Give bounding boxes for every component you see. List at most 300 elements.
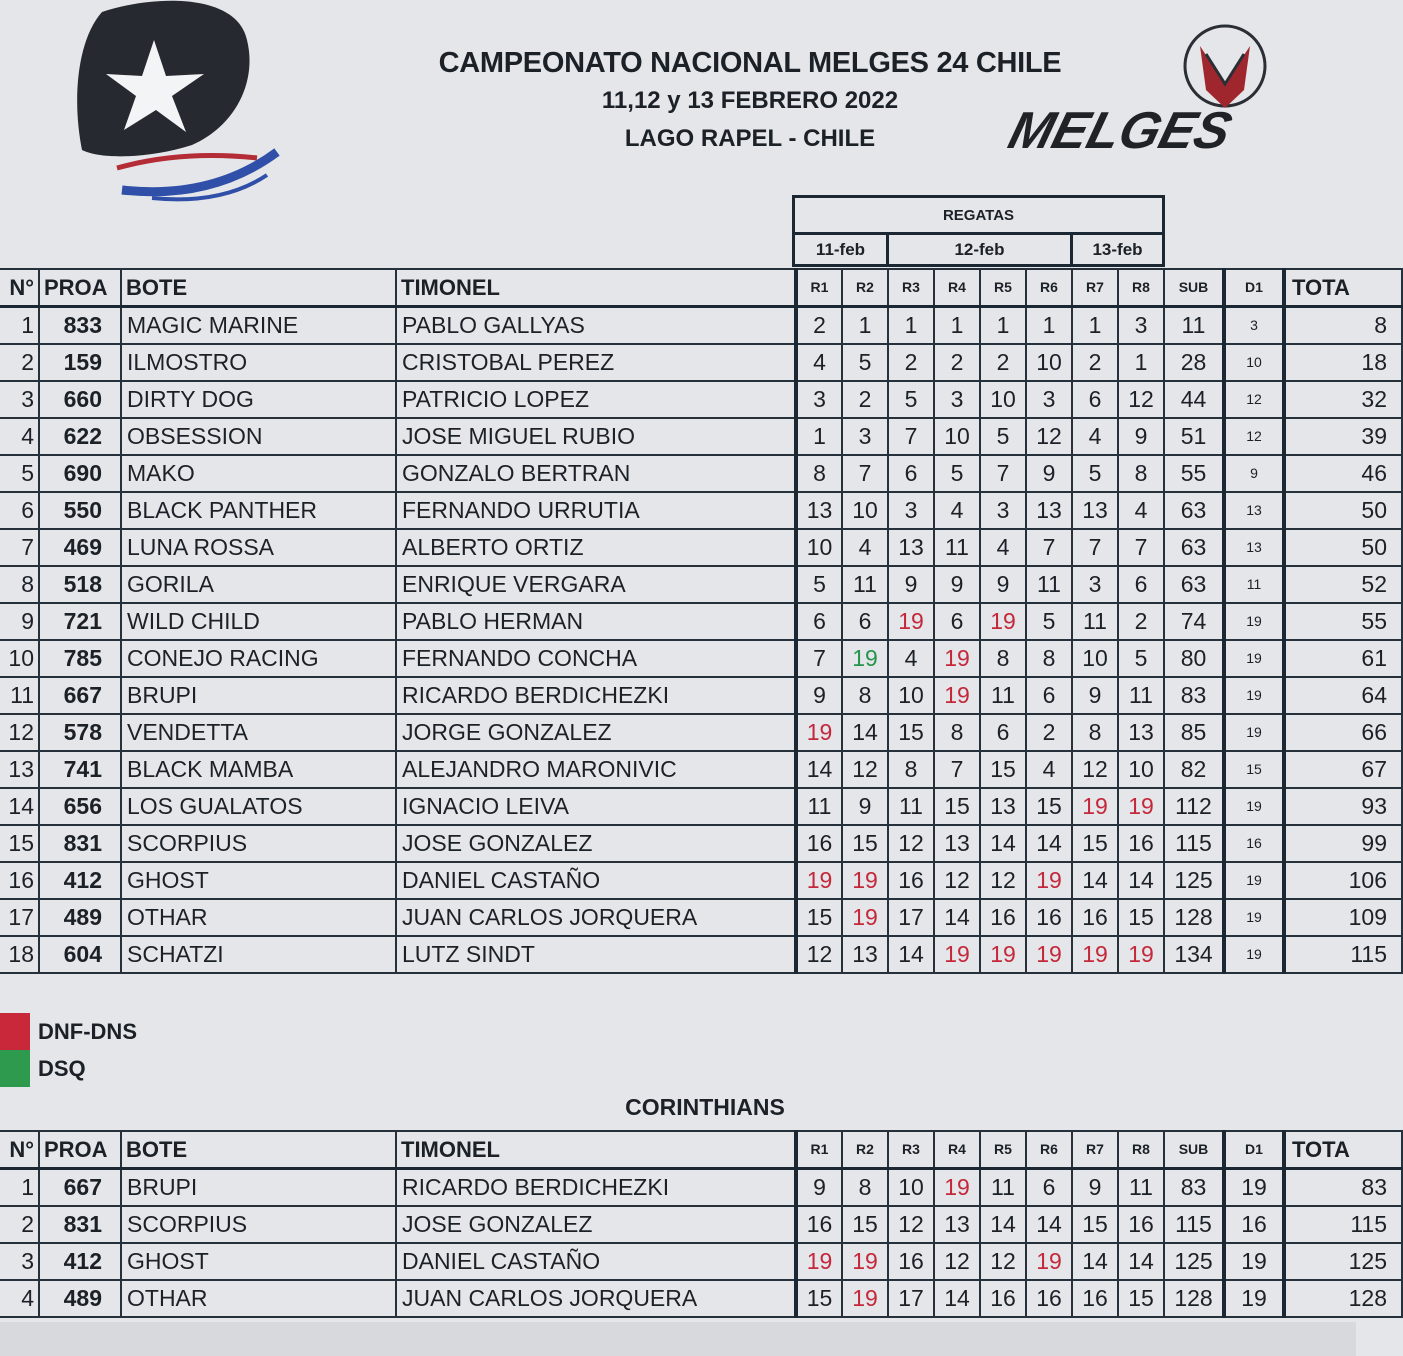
race-score-cell: 14	[980, 825, 1026, 862]
subtotal-cell: 82	[1164, 751, 1224, 788]
col-header: PROA	[39, 269, 121, 307]
table-row	[0, 566, 1402, 603]
race-score-cell: 2	[934, 344, 980, 381]
table-row	[0, 418, 1402, 455]
race-score-cell: 5	[796, 566, 842, 603]
boat-name-cell: BLACK PANTHER	[121, 492, 396, 529]
race-score-cell: 19	[842, 899, 888, 936]
race-score-cell: 9	[1026, 455, 1072, 492]
discard-cell: 11	[1224, 566, 1284, 603]
boat-name-cell: SCORPIUS	[121, 825, 396, 862]
race-score-cell: 16	[1118, 825, 1164, 862]
race-score-cell: 8	[1026, 640, 1072, 677]
race-score-cell: 19	[980, 936, 1026, 973]
helmsman-cell: FERNANDO URRUTIA	[396, 492, 796, 529]
total-cell: 128	[1284, 1280, 1402, 1317]
race-score-cell: 9	[934, 566, 980, 603]
race-score-cell: 10	[796, 529, 842, 566]
discard-cell: 19	[1224, 640, 1284, 677]
race-score-cell: 11	[1072, 603, 1118, 640]
sail-number-cell: 656	[39, 788, 121, 825]
total-cell: 106	[1284, 862, 1402, 899]
race-score-cell: 13	[934, 825, 980, 862]
sail-number-cell: 622	[39, 418, 121, 455]
total-cell: 39	[1284, 418, 1402, 455]
discard-cell: 19	[1224, 788, 1284, 825]
race-score-cell: 15	[980, 751, 1026, 788]
race-score-cell: 9	[1072, 1169, 1118, 1207]
race-score-cell: 14	[888, 936, 934, 973]
race-score-cell: 12	[980, 1243, 1026, 1280]
race-score-cell: 8	[888, 751, 934, 788]
race-score-cell: 19	[934, 1169, 980, 1207]
race-score-cell: 14	[842, 714, 888, 751]
race-score-cell: 1	[1072, 307, 1118, 345]
race-score-cell: 10	[1072, 640, 1118, 677]
race-score-cell: 19	[1026, 936, 1072, 973]
race-score-cell: 2	[1072, 344, 1118, 381]
race-score-cell: 15	[934, 788, 980, 825]
boat-name-cell: SCHATZI	[121, 936, 396, 973]
discard-cell: 13	[1224, 529, 1284, 566]
event-dates: 11,12 y 13 FEBRERO 2022	[601, 87, 899, 114]
race-score-cell: 15	[842, 1206, 888, 1243]
subtotal-cell: 115	[1164, 825, 1224, 862]
sail-number-cell: 518	[39, 566, 121, 603]
position-cell: 15	[0, 825, 39, 862]
sail-number-cell: 785	[39, 640, 121, 677]
race-score-cell: 6	[888, 455, 934, 492]
race-score-cell: 10	[1026, 344, 1072, 381]
race-score-cell: 9	[796, 677, 842, 714]
table-row	[0, 1243, 1402, 1280]
subtotal-cell: 134	[1164, 936, 1224, 973]
table-row	[0, 455, 1402, 492]
sail-number-cell: 721	[39, 603, 121, 640]
race-score-cell: 2	[980, 344, 1026, 381]
race-score-cell: 19	[796, 714, 842, 751]
race-score-cell: 12	[796, 936, 842, 973]
race-score-cell: 7	[1026, 529, 1072, 566]
col-header: R2	[842, 269, 888, 307]
table-row	[0, 825, 1402, 862]
race-score-cell: 14	[1026, 1206, 1072, 1243]
race-score-cell: 12	[1118, 381, 1164, 418]
col-header: R7	[1072, 1131, 1118, 1169]
subtotal-cell: 80	[1164, 640, 1224, 677]
boat-name-cell: BRUPI	[121, 677, 396, 714]
discard-cell: 19	[1224, 862, 1284, 899]
col-header: R4	[934, 1131, 980, 1169]
boat-name-cell: SCORPIUS	[121, 1206, 396, 1243]
race-score-cell: 3	[1072, 566, 1118, 603]
race-score-cell: 16	[1026, 1280, 1072, 1317]
race-score-cell: 4	[1072, 418, 1118, 455]
race-score-cell: 5	[888, 381, 934, 418]
helmsman-cell: IGNACIO LEIVA	[396, 788, 796, 825]
subtotal-cell: 44	[1164, 381, 1224, 418]
col-header: TIMONEL	[396, 1131, 796, 1169]
race-score-cell: 6	[796, 603, 842, 640]
col-header: D1	[1224, 1131, 1284, 1169]
position-cell: 4	[0, 1280, 39, 1317]
helmsman-cell: ALBERTO ORTIZ	[396, 529, 796, 566]
screen-bottom-edge	[0, 1322, 1356, 1356]
discard-cell: 19	[1224, 936, 1284, 973]
race-score-cell: 19	[842, 640, 888, 677]
race-score-cell: 12	[1072, 751, 1118, 788]
race-score-cell: 19	[934, 677, 980, 714]
discard-cell: 16	[1224, 1206, 1284, 1243]
total-cell: 115	[1284, 936, 1402, 973]
race-score-cell: 10	[888, 677, 934, 714]
discard-cell: 12	[1224, 418, 1284, 455]
race-score-cell: 19	[934, 936, 980, 973]
total-cell: 8	[1284, 307, 1402, 345]
col-header: PROA	[39, 1131, 121, 1169]
total-cell: 50	[1284, 529, 1402, 566]
boat-name-cell: ILMOSTRO	[121, 344, 396, 381]
race-score-cell: 11	[1118, 677, 1164, 714]
race-score-cell: 15	[1072, 1206, 1118, 1243]
race-score-cell: 7	[796, 640, 842, 677]
position-cell: 8	[0, 566, 39, 603]
discard-cell: 19	[1224, 1169, 1284, 1207]
table-row	[0, 640, 1402, 677]
helmsman-cell: PABLO HERMAN	[396, 603, 796, 640]
subtotal-cell: 63	[1164, 492, 1224, 529]
subtotal-cell: 128	[1164, 1280, 1224, 1317]
sail-number-cell: 660	[39, 381, 121, 418]
position-cell: 5	[0, 455, 39, 492]
sail-number-cell: 667	[39, 677, 121, 714]
col-header: R6	[1026, 1131, 1072, 1169]
subtotal-cell: 74	[1164, 603, 1224, 640]
race-score-cell: 16	[1072, 1280, 1118, 1317]
subtotal-cell: 125	[1164, 1243, 1224, 1280]
race-score-cell: 4	[796, 344, 842, 381]
dnf-swatch	[0, 1013, 30, 1050]
helmsman-cell: PABLO GALLYAS	[396, 307, 796, 345]
helmsman-cell: ENRIQUE VERGARA	[396, 566, 796, 603]
race-score-cell: 6	[1026, 677, 1072, 714]
col-header: R5	[980, 269, 1026, 307]
race-score-cell: 7	[842, 455, 888, 492]
race-score-cell: 5	[1072, 455, 1118, 492]
race-score-cell: 3	[1026, 381, 1072, 418]
race-score-cell: 16	[888, 1243, 934, 1280]
col-header: SUB	[1164, 269, 1224, 307]
race-score-cell: 13	[796, 492, 842, 529]
boat-name-cell: DIRTY DOG	[121, 381, 396, 418]
position-cell: 4	[0, 418, 39, 455]
boat-name-cell: MAKO	[121, 455, 396, 492]
col-header: R2	[842, 1131, 888, 1169]
race-score-cell: 15	[1026, 788, 1072, 825]
race-score-cell: 8	[1072, 714, 1118, 751]
total-cell: 93	[1284, 788, 1402, 825]
race-score-cell: 12	[934, 862, 980, 899]
race-score-cell: 10	[842, 492, 888, 529]
table-row	[0, 1280, 1402, 1317]
star-sail-logo-icon	[62, 0, 287, 225]
race-score-cell: 11	[888, 788, 934, 825]
race-score-cell: 7	[1118, 529, 1164, 566]
sail-number-cell: 831	[39, 1206, 121, 1243]
race-score-cell: 10	[888, 1169, 934, 1207]
race-score-cell: 19	[1118, 936, 1164, 973]
helmsman-cell: JORGE GONZALEZ	[396, 714, 796, 751]
race-score-cell: 9	[842, 788, 888, 825]
position-cell: 3	[0, 381, 39, 418]
sail-number-cell: 550	[39, 492, 121, 529]
corinthians-table	[0, 1130, 1403, 1318]
race-score-cell: 10	[1118, 751, 1164, 788]
helmsman-cell: RICARDO BERDICHEZKI	[396, 677, 796, 714]
sail-number-cell: 667	[39, 1169, 121, 1207]
race-score-cell: 13	[842, 936, 888, 973]
race-score-cell: 4	[934, 492, 980, 529]
subtotal-cell: 83	[1164, 1169, 1224, 1207]
subtotal-cell: 55	[1164, 455, 1224, 492]
race-score-cell: 6	[842, 603, 888, 640]
total-cell: 83	[1284, 1169, 1402, 1207]
subtotal-cell: 128	[1164, 899, 1224, 936]
race-score-cell: 14	[934, 1280, 980, 1317]
sail-number-cell: 578	[39, 714, 121, 751]
race-score-cell: 1	[1026, 307, 1072, 345]
race-score-cell: 14	[1072, 1243, 1118, 1280]
position-cell: 13	[0, 751, 39, 788]
race-score-cell: 13	[1072, 492, 1118, 529]
sail-number-cell: 412	[39, 1243, 121, 1280]
regatas-header	[792, 195, 1165, 267]
helmsman-cell: JOSE GONZALEZ	[396, 825, 796, 862]
race-score-cell: 16	[1026, 899, 1072, 936]
sail-number-cell: 833	[39, 307, 121, 345]
race-score-cell: 19	[842, 1280, 888, 1317]
discard-cell: 19	[1224, 603, 1284, 640]
legend-label: DNF-DNS	[38, 1018, 137, 1044]
sail-number-cell: 690	[39, 455, 121, 492]
race-score-cell: 11	[980, 1169, 1026, 1207]
position-cell: 7	[0, 529, 39, 566]
col-header: R7	[1072, 269, 1118, 307]
discard-cell: 19	[1224, 714, 1284, 751]
race-score-cell: 11	[842, 566, 888, 603]
race-score-cell: 15	[888, 714, 934, 751]
race-score-cell: 3	[842, 418, 888, 455]
table-row	[0, 862, 1402, 899]
total-cell: 109	[1284, 899, 1402, 936]
race-score-cell: 19	[888, 603, 934, 640]
race-score-cell: 3	[888, 492, 934, 529]
boat-name-cell: MAGIC MARINE	[121, 307, 396, 345]
race-score-cell: 13	[934, 1206, 980, 1243]
table-row	[0, 344, 1402, 381]
col-header: TOTA	[1284, 269, 1402, 307]
col-header: R6	[1026, 269, 1072, 307]
col-header: R5	[980, 1131, 1026, 1169]
race-score-cell: 4	[1118, 492, 1164, 529]
total-cell: 99	[1284, 825, 1402, 862]
results-header-row	[0, 269, 1402, 307]
race-score-cell: 19	[1026, 1243, 1072, 1280]
race-score-cell: 19	[796, 1243, 842, 1280]
position-cell: 3	[0, 1243, 39, 1280]
race-score-cell: 4	[888, 640, 934, 677]
boat-name-cell: GORILA	[121, 566, 396, 603]
race-score-cell: 13	[888, 529, 934, 566]
race-score-cell: 19	[980, 603, 1026, 640]
table-row	[0, 381, 1402, 418]
race-score-cell: 2	[888, 344, 934, 381]
table-row	[0, 751, 1402, 788]
race-score-cell: 9	[796, 1169, 842, 1207]
race-score-cell: 9	[1118, 418, 1164, 455]
table-row	[0, 714, 1402, 751]
corinthians-header-row	[0, 1131, 1402, 1169]
race-score-cell: 11	[796, 788, 842, 825]
race-score-cell: 2	[842, 381, 888, 418]
col-header: BOTE	[121, 269, 396, 307]
col-header: R1	[796, 269, 842, 307]
melges-24-chile-logo	[62, 0, 287, 225]
race-score-cell: 7	[1072, 529, 1118, 566]
subtotal-cell: 63	[1164, 529, 1224, 566]
race-score-cell: 6	[1026, 1169, 1072, 1207]
col-header: BOTE	[121, 1131, 396, 1169]
position-cell: 18	[0, 936, 39, 973]
race-score-cell: 1	[934, 307, 980, 345]
race-score-cell: 9	[888, 566, 934, 603]
table-row	[0, 936, 1402, 973]
total-cell: 46	[1284, 455, 1402, 492]
boat-name-cell: BRUPI	[121, 1169, 396, 1207]
table-row	[0, 529, 1402, 566]
discard-cell: 9	[1224, 455, 1284, 492]
boat-name-cell: WILD CHILD	[121, 603, 396, 640]
race-score-cell: 16	[796, 825, 842, 862]
sail-number-cell: 159	[39, 344, 121, 381]
helmsman-cell: JUAN CARLOS JORQUERA	[396, 1280, 796, 1317]
boat-name-cell: OTHAR	[121, 1280, 396, 1317]
race-score-cell: 1	[1118, 344, 1164, 381]
race-score-cell: 19	[842, 1243, 888, 1280]
table-row	[0, 1206, 1402, 1243]
race-score-cell: 15	[1118, 1280, 1164, 1317]
helmsman-cell: JOSE MIGUEL RUBIO	[396, 418, 796, 455]
sail-number-cell: 489	[39, 1280, 121, 1317]
race-score-cell: 11	[1026, 566, 1072, 603]
helmsman-cell: DANIEL CASTAÑO	[396, 1243, 796, 1280]
race-score-cell: 15	[796, 899, 842, 936]
legend-item	[0, 1013, 137, 1050]
race-score-cell: 7	[980, 455, 1026, 492]
total-cell: 66	[1284, 714, 1402, 751]
race-score-cell: 6	[1072, 381, 1118, 418]
col-header: TOTA	[1284, 1131, 1402, 1169]
day-label: 12-feb	[888, 234, 1072, 266]
race-score-cell: 12	[842, 751, 888, 788]
race-score-cell: 5	[980, 418, 1026, 455]
col-header: N°	[0, 269, 39, 307]
discard-cell: 12	[1224, 381, 1284, 418]
race-score-cell: 15	[1072, 825, 1118, 862]
sail-number-cell: 831	[39, 825, 121, 862]
total-cell: 32	[1284, 381, 1402, 418]
subtotal-cell: 28	[1164, 344, 1224, 381]
subtotal-cell: 112	[1164, 788, 1224, 825]
total-cell: 55	[1284, 603, 1402, 640]
race-score-cell: 12	[980, 862, 1026, 899]
subtotal-cell: 63	[1164, 566, 1224, 603]
position-cell: 2	[0, 1206, 39, 1243]
total-cell: 52	[1284, 566, 1402, 603]
total-cell: 50	[1284, 492, 1402, 529]
position-cell: 9	[0, 603, 39, 640]
race-score-cell: 13	[980, 788, 1026, 825]
sail-number-cell: 489	[39, 899, 121, 936]
subtotal-cell: 51	[1164, 418, 1224, 455]
race-score-cell: 12	[934, 1243, 980, 1280]
helmsman-cell: LUTZ SINDT	[396, 936, 796, 973]
sail-number-cell: 741	[39, 751, 121, 788]
col-header: N°	[0, 1131, 39, 1169]
race-score-cell: 5	[1026, 603, 1072, 640]
race-score-cell: 16	[980, 1280, 1026, 1317]
day-label: 13-feb	[1072, 234, 1164, 266]
boat-name-cell: LOS GUALATOS	[121, 788, 396, 825]
race-score-cell: 17	[888, 899, 934, 936]
subtotal-cell: 83	[1164, 677, 1224, 714]
position-cell: 12	[0, 714, 39, 751]
legend	[0, 1013, 137, 1087]
race-score-cell: 16	[1118, 1206, 1164, 1243]
results-table	[0, 268, 1403, 974]
race-score-cell: 9	[980, 566, 1026, 603]
col-header: SUB	[1164, 1131, 1224, 1169]
total-cell: 115	[1284, 1206, 1402, 1243]
right-logo-text: MELGES	[1002, 101, 1238, 160]
position-cell: 17	[0, 899, 39, 936]
helmsman-cell: FERNANDO CONCHA	[396, 640, 796, 677]
race-score-cell: 4	[842, 529, 888, 566]
race-score-cell: 3	[934, 381, 980, 418]
race-score-cell: 16	[980, 899, 1026, 936]
table-row	[0, 307, 1402, 345]
discard-cell: 19	[1224, 1280, 1284, 1317]
race-score-cell: 6	[1118, 566, 1164, 603]
race-score-cell: 11	[934, 529, 980, 566]
race-score-cell: 2	[1026, 714, 1072, 751]
race-score-cell: 4	[980, 529, 1026, 566]
helmsman-cell: PATRICIO LOPEZ	[396, 381, 796, 418]
table-row	[0, 492, 1402, 529]
race-score-cell: 14	[796, 751, 842, 788]
race-score-cell: 8	[1118, 455, 1164, 492]
position-cell: 11	[0, 677, 39, 714]
race-score-cell: 8	[842, 677, 888, 714]
race-score-cell: 19	[796, 862, 842, 899]
boat-name-cell: OBSESSION	[121, 418, 396, 455]
discard-cell: 19	[1224, 899, 1284, 936]
race-score-cell: 14	[1118, 1243, 1164, 1280]
race-score-cell: 1	[888, 307, 934, 345]
discard-cell: 3	[1224, 307, 1284, 345]
race-score-cell: 19	[934, 640, 980, 677]
race-score-cell: 7	[888, 418, 934, 455]
